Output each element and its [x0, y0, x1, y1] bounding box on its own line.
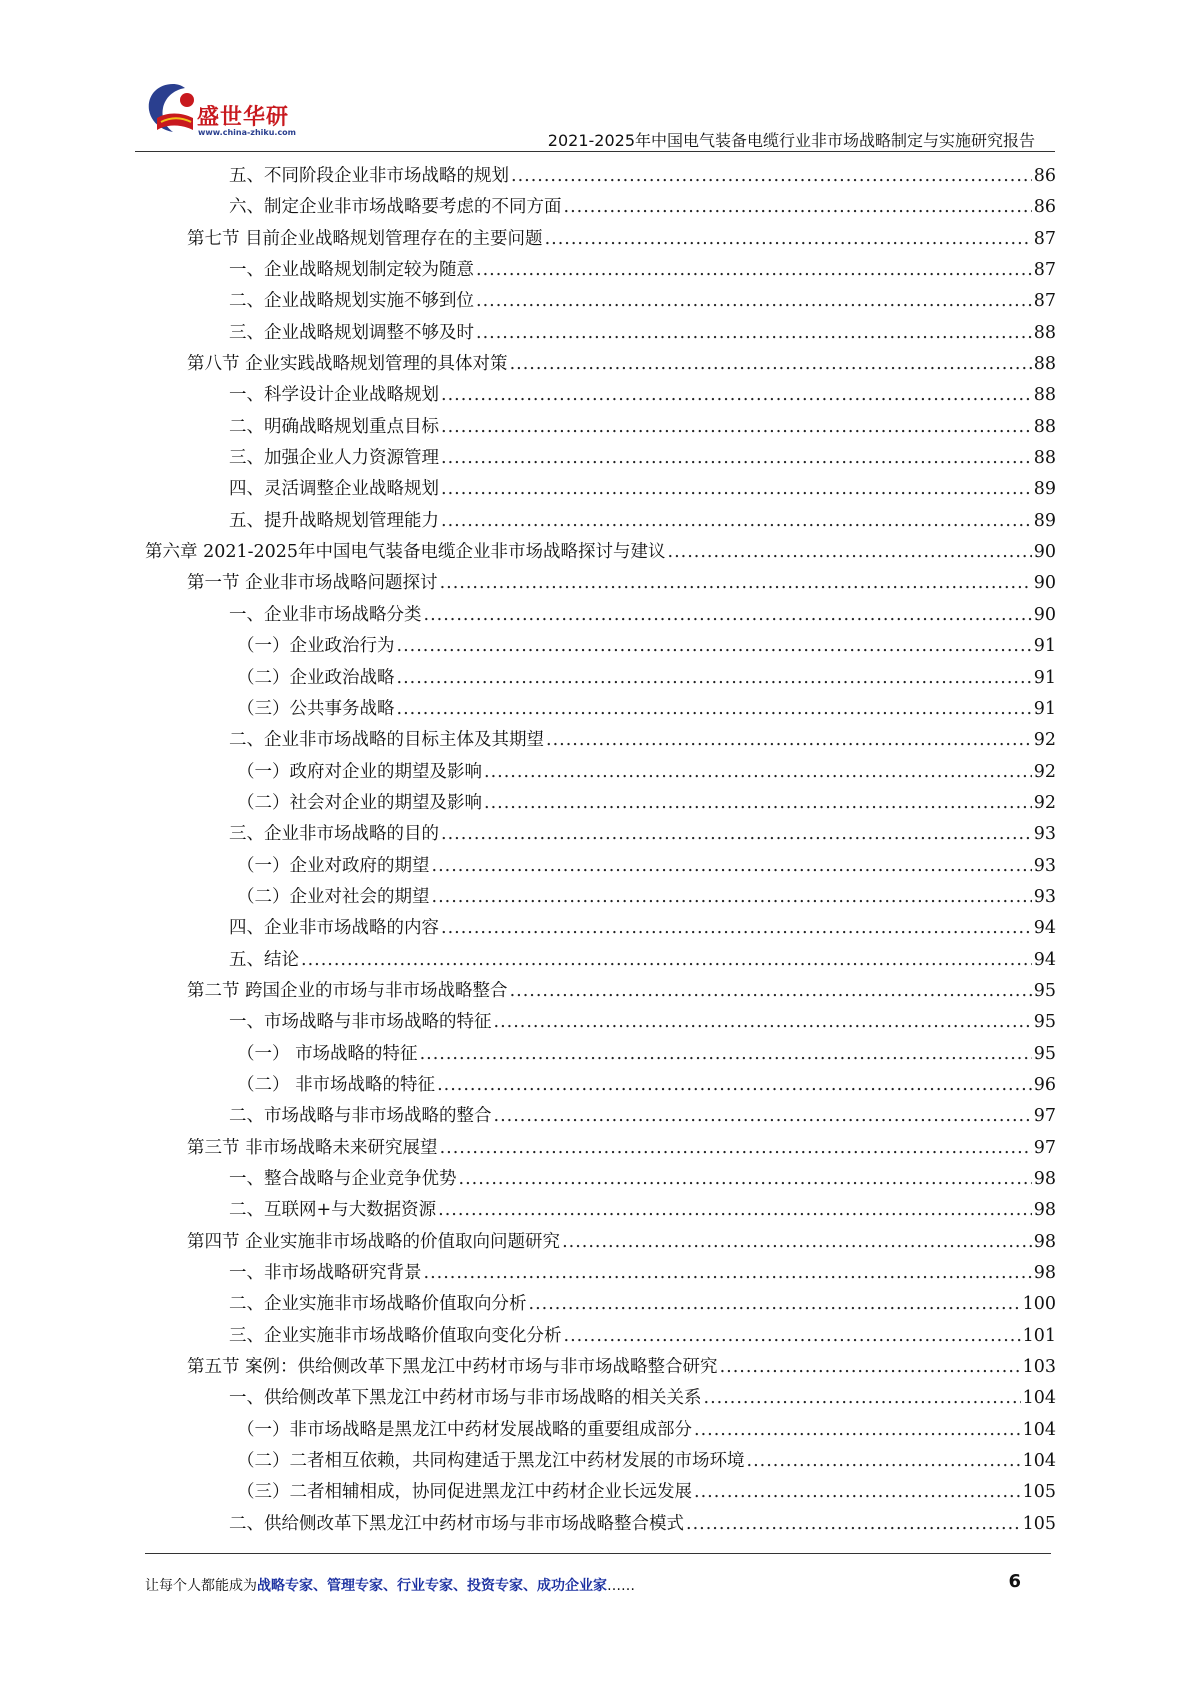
toc-leader-dots: [459, 1164, 1032, 1195]
toc-entry[interactable]: [145, 1039, 1056, 1070]
toc-leader-dots: [511, 161, 1032, 192]
toc-entry[interactable]: [145, 1289, 1056, 1320]
toc-entry-label: 一、整合战略与企业竞争优势: [229, 1169, 457, 1189]
toc-leader-dots: [564, 192, 1032, 223]
toc-entry[interactable]: [145, 380, 1056, 411]
toc-entry-label: 第三节 非市场战略未来研究展望: [187, 1137, 438, 1158]
toc-entry[interactable]: [145, 1415, 1056, 1446]
toc-entry-label: 第四节 企业实施非市场战略的价值取向问题研究: [187, 1231, 561, 1252]
toc-entry-label: 一、企业非市场战略分类: [229, 604, 422, 625]
toc-entry[interactable]: [145, 725, 1056, 756]
toc-entry-page: 93: [1033, 886, 1056, 907]
toc-entry-page: 104: [1022, 1451, 1056, 1472]
toc-entry-label: （三）公共事务战略: [237, 698, 395, 719]
toc-leader-dots: [420, 1039, 1032, 1070]
toc-leader-dots: [441, 443, 1032, 474]
toc-entry-page: 92: [1033, 730, 1056, 751]
toc-leader-dots: [441, 412, 1032, 443]
toc-entry-page: 96: [1033, 1074, 1056, 1095]
toc-entry[interactable]: [145, 161, 1056, 192]
toc-leader-dots: [440, 1133, 1032, 1164]
toc-entry-page: 95: [1033, 1012, 1056, 1033]
toc-leader-dots: [437, 1070, 1032, 1101]
toc-entry-page: 98: [1033, 1200, 1056, 1221]
toc-leader-dots: [476, 255, 1032, 286]
document-title: 2021-2025年中国电气装备电缆行业非市场战略制定与实施研究报告: [547, 131, 1035, 150]
toc-leader-dots: [476, 286, 1032, 317]
toc-entry[interactable]: [145, 1007, 1056, 1038]
toc-entry-label: （二）企业政治战略: [237, 667, 395, 688]
toc-entry-page: 97: [1033, 1137, 1056, 1158]
toc-entry-page: 97: [1033, 1106, 1056, 1127]
toc-entry[interactable]: [145, 286, 1056, 317]
toc-leader-dots: [564, 1321, 1021, 1352]
toc-entry[interactable]: [145, 318, 1056, 349]
toc-leader-dots: [668, 537, 1032, 568]
toc-entry-label: 二、企业战略规划实施不够到位: [229, 291, 474, 312]
toc-entry[interactable]: [145, 349, 1056, 380]
toc-entry[interactable]: [145, 945, 1056, 976]
slogan-suffix: ……: [607, 1578, 635, 1594]
toc-entry-page: 91: [1033, 636, 1056, 657]
toc-entry[interactable]: [145, 1477, 1056, 1508]
page-header: [135, 78, 1055, 154]
toc-entry-page: 89: [1033, 510, 1056, 531]
toc-entry-label: 第一节 企业非市场战略问题探讨: [187, 573, 438, 594]
toc-entry-page: 104: [1022, 1419, 1056, 1440]
page-footer: [145, 1553, 1051, 1613]
toc-leader-dots: [546, 725, 1032, 756]
toc-entry[interactable]: [145, 192, 1056, 223]
toc-entry-label: （一）企业对政府的期望: [237, 855, 430, 876]
toc-entry-label: 六、制定企业非市场战略要考虑的不同方面: [229, 197, 562, 218]
toc-entry[interactable]: [145, 224, 1056, 255]
toc-leader-dots: [704, 1383, 1021, 1414]
toc-entry-page: 94: [1033, 949, 1056, 970]
toc-entry[interactable]: [145, 1195, 1056, 1226]
toc-entry-label: 第二节 跨国企业的市场与非市场战略整合: [187, 980, 508, 1001]
toc-entry-label: （一）企业政治行为: [237, 636, 395, 657]
toc-entry-page: 94: [1033, 918, 1056, 939]
toc-entry-page: 95: [1033, 980, 1056, 1001]
footer-slogan: [145, 1575, 635, 1595]
toc-entry-page: 105: [1022, 1513, 1056, 1534]
toc-entry-label: （二）企业对社会的期望: [237, 886, 430, 907]
toc-leader-dots: [484, 757, 1032, 788]
toc-entry-page: 91: [1033, 667, 1056, 688]
slogan-prefix: 让每个人都能成为: [145, 1578, 257, 1594]
toc-entry-page: 92: [1033, 792, 1056, 813]
toc-entry-page: 90: [1033, 604, 1056, 625]
toc-leader-dots: [397, 694, 1032, 725]
toc-leader-dots: [510, 349, 1032, 380]
toc-leader-dots: [432, 882, 1032, 913]
toc-entry-page: 95: [1033, 1043, 1056, 1064]
toc-entry-label: 五、结论: [229, 949, 299, 970]
toc-entry[interactable]: [145, 255, 1056, 286]
toc-entry-page: 93: [1033, 855, 1056, 876]
toc-entry-label: 二、明确战略规划重点目标: [229, 416, 439, 437]
toc-entry[interactable]: [145, 819, 1056, 850]
toc-leader-dots: [747, 1446, 1021, 1477]
toc-entry-page: 88: [1033, 385, 1056, 406]
toc-entry-label: （一）非市场战略是黑龙江中药材发展战略的重要组成部分: [237, 1419, 692, 1440]
toc-entry[interactable]: [145, 1352, 1056, 1383]
toc-entry-page: 92: [1033, 761, 1056, 782]
toc-entry-label: （二）社会对企业的期望及影响: [237, 792, 482, 813]
toc-entry[interactable]: [145, 1164, 1056, 1195]
toc-entry[interactable]: [145, 506, 1056, 537]
toc-entry-page: 89: [1033, 479, 1056, 500]
toc-leader-dots: [424, 600, 1032, 631]
toc-entry-label: 第八节 企业实践战略规划管理的具体对策: [187, 354, 508, 375]
slogan-highlight: 战略专家、管理专家、行业专家、投资专家、成功企业家: [257, 1578, 607, 1594]
toc-entry[interactable]: [145, 913, 1056, 944]
toc-entry[interactable]: [145, 694, 1056, 725]
toc-entry[interactable]: [145, 568, 1056, 599]
toc-entry-page: 87: [1033, 260, 1056, 281]
toc-leader-dots: [432, 851, 1032, 882]
toc-leader-dots: [441, 506, 1032, 537]
toc-entry[interactable]: [145, 443, 1056, 474]
footer-divider: [145, 1553, 1051, 1554]
logo-name: 盛世华研: [197, 105, 290, 130]
header-divider: [135, 151, 1055, 152]
toc-entry-label: 一、企业战略规划制定较为随意: [229, 260, 474, 281]
toc-entry-page: 100: [1022, 1294, 1056, 1315]
toc-entry[interactable]: [145, 1446, 1056, 1477]
toc-entry-label: （一）政府对企业的期望及影响: [237, 761, 482, 782]
toc-entry[interactable]: [145, 474, 1056, 505]
logo-url: www.china-zhiku.com: [198, 128, 297, 137]
toc-entry[interactable]: [145, 976, 1056, 1007]
toc-leader-dots: [301, 945, 1032, 976]
toc-entry-label: 五、不同阶段企业非市场战略的规划: [229, 166, 509, 186]
toc-entry-label: 第五节 案例：供给侧改革下黑龙江中药材市场与非市场战略整合研究: [187, 1357, 718, 1378]
toc-entry-label: （二）二者相互依赖，共同构建适于黑龙江中药材发展的市场环境: [237, 1451, 745, 1472]
toc-leader-dots: [562, 1227, 1032, 1258]
toc-entry[interactable]: [145, 1509, 1056, 1540]
toc-entry-label: 三、企业战略规划调整不够及时: [229, 322, 474, 343]
toc-entry[interactable]: [145, 1321, 1056, 1352]
toc-leader-dots: [545, 224, 1032, 255]
toc-entry-label: 三、加强企业人力资源管理: [229, 448, 439, 469]
toc-leader-dots: [397, 663, 1032, 694]
toc-entry-label: 二、企业非市场战略的目标主体及其期望: [229, 730, 544, 751]
toc-entry[interactable]: [145, 757, 1056, 788]
toc-entry-label: 一、科学设计企业战略规划: [229, 385, 439, 406]
toc-entry-page: 88: [1033, 416, 1056, 437]
toc-leader-dots: [476, 318, 1032, 349]
toc-entry[interactable]: [145, 1383, 1056, 1414]
toc-entry[interactable]: [145, 412, 1056, 443]
toc-entry[interactable]: [145, 788, 1056, 819]
toc-entry-page: 87: [1033, 228, 1056, 249]
toc-leader-dots: [484, 788, 1032, 819]
toc-entry-label: 二、市场战略与非市场战略的整合: [229, 1106, 492, 1127]
toc-leader-dots: [441, 819, 1032, 850]
toc-entry-page: 104: [1022, 1388, 1056, 1409]
toc-leader-dots: [441, 380, 1032, 411]
toc-entry-page: 103: [1022, 1357, 1056, 1378]
toc-leader-dots: [694, 1477, 1021, 1508]
toc-entry-page: 101: [1022, 1325, 1056, 1346]
toc-entry-label: 一、供给侧改革下黑龙江中药材市场与非市场战略的相关关系: [229, 1388, 702, 1409]
toc-leader-dots: [438, 1195, 1032, 1226]
toc-entry-label: 第七节 目前企业战略规划管理存在的主要问题: [187, 228, 543, 249]
toc-entry-page: 93: [1033, 824, 1056, 845]
page-number: 6: [1008, 1571, 1021, 1592]
toc-entry-label: 五、提升战略规划管理能力: [229, 510, 439, 531]
toc-entry[interactable]: [145, 1227, 1056, 1258]
toc-entry-label: 第六章 2021-2025年中国电气装备电缆企业非市场战略探讨与建议: [145, 542, 666, 563]
toc-entry-page: 88: [1033, 448, 1056, 469]
toc-entry-label: 三、企业非市场战略的目的: [229, 824, 439, 845]
toc-entry-label: （三）二者相辅相成，协同促进黑龙江中药材企业长远发展: [237, 1482, 692, 1503]
table-of-contents: [145, 161, 1056, 1540]
toc-entry-page: 86: [1033, 166, 1056, 186]
toc-entry-label: （一） 市场战略的特征: [237, 1043, 418, 1064]
toc-leader-dots: [494, 1101, 1032, 1132]
toc-entry[interactable]: [145, 1133, 1056, 1164]
toc-leader-dots: [694, 1415, 1021, 1446]
toc-entry[interactable]: [145, 600, 1056, 631]
toc-leader-dots: [494, 1007, 1032, 1038]
toc-leader-dots: [529, 1289, 1021, 1320]
toc-leader-dots: [441, 913, 1032, 944]
toc-entry-page: 98: [1033, 1231, 1056, 1252]
toc-leader-dots: [510, 976, 1032, 1007]
toc-entry[interactable]: [145, 631, 1056, 662]
toc-entry-page: 90: [1033, 573, 1056, 594]
toc-entry-page: 98: [1033, 1263, 1056, 1284]
toc-entry-page: 90: [1033, 542, 1056, 563]
toc-leader-dots: [441, 474, 1032, 505]
toc-entry-label: 二、企业实施非市场战略价值取向分析: [229, 1294, 527, 1315]
toc-entry[interactable]: [145, 851, 1056, 882]
toc-entry[interactable]: [145, 537, 1056, 568]
toc-entry-label: （二） 非市场战略的特征: [237, 1074, 436, 1095]
toc-entry-label: 一、非市场战略研究背景: [229, 1263, 422, 1284]
toc-entry-label: 四、灵活调整企业战略规划: [229, 479, 439, 500]
toc-leader-dots: [720, 1352, 1021, 1383]
toc-entry[interactable]: [145, 1101, 1056, 1132]
toc-entry-page: 98: [1033, 1169, 1056, 1189]
toc-entry[interactable]: [145, 1070, 1056, 1101]
toc-leader-dots: [397, 631, 1032, 662]
toc-entry-page: 88: [1033, 322, 1056, 343]
toc-entry-page: 91: [1033, 698, 1056, 719]
toc-entry-page: 105: [1022, 1482, 1056, 1503]
toc-entry-label: 一、市场战略与非市场战略的特征: [229, 1012, 492, 1033]
toc-entry-label: 三、企业实施非市场战略价值取向变化分析: [229, 1325, 562, 1346]
toc-entry[interactable]: [145, 663, 1056, 694]
toc-entry[interactable]: [145, 882, 1056, 913]
toc-entry-page: 87: [1033, 291, 1056, 312]
toc-leader-dots: [440, 568, 1032, 599]
toc-leader-dots: [686, 1509, 1021, 1540]
toc-entry-label: 四、企业非市场战略的内容: [229, 918, 439, 939]
toc-entry-page: 86: [1033, 197, 1056, 218]
toc-entry-label: 二、供给侧改革下黑龙江中药材市场与非市场战略整合模式: [229, 1513, 684, 1534]
toc-entry-label: 二、互联网+与大数据资源: [229, 1200, 437, 1221]
toc-entry[interactable]: [145, 1258, 1056, 1289]
toc-entry-page: 88: [1033, 354, 1056, 375]
toc-leader-dots: [424, 1258, 1032, 1289]
